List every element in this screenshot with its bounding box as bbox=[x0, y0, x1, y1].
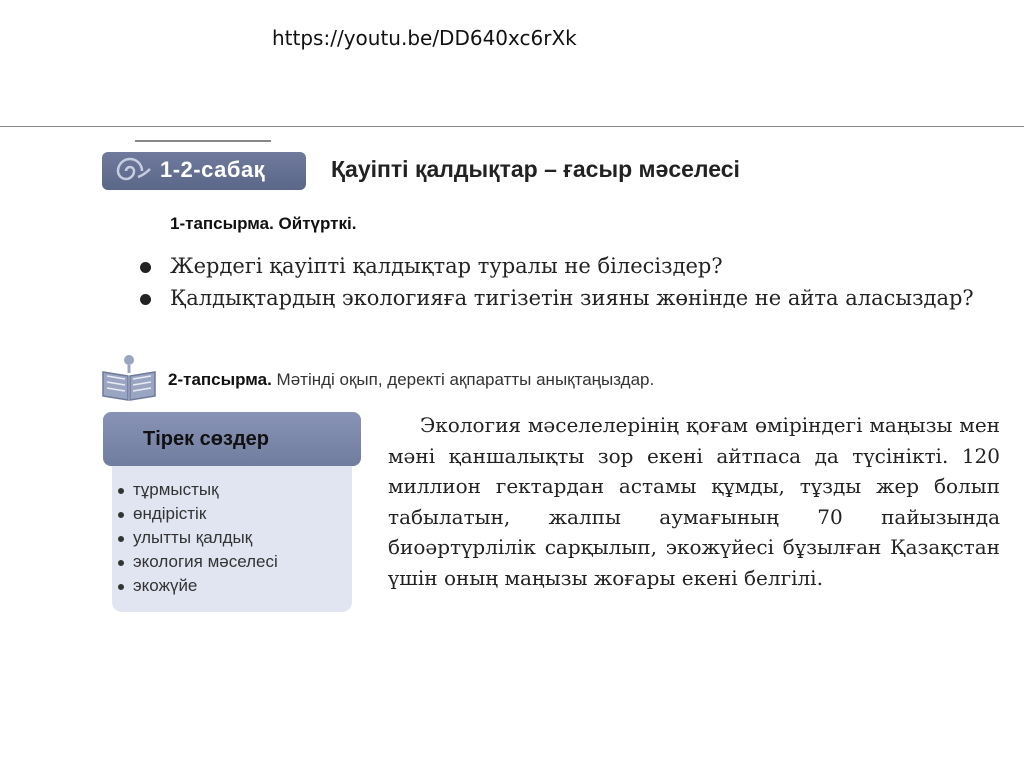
keywords-title: Тірек сөздер bbox=[143, 428, 269, 450]
keyword-item: экология мәселесі bbox=[116, 550, 278, 574]
lesson-badge bbox=[102, 152, 306, 190]
keyword-item: тұрмыстық bbox=[116, 478, 278, 502]
list-item bbox=[138, 282, 1008, 314]
bullet-icon bbox=[140, 294, 151, 305]
task1-text: Ойтүрткі. bbox=[273, 214, 357, 233]
list-item bbox=[138, 250, 1008, 282]
task1-label: 1-тапсырма. bbox=[170, 214, 274, 233]
video-url[interactable]: https://youtu.be/DD640xc6rXk bbox=[272, 26, 577, 50]
open-book-icon bbox=[101, 352, 157, 402]
keyword-item: экожүйе bbox=[116, 574, 278, 598]
question-text: Жердегі қауіпті қалдықтар туралы не білесіздер? bbox=[170, 254, 723, 278]
keyword-item: өндірістік bbox=[116, 502, 278, 526]
bullet-icon bbox=[140, 262, 151, 273]
task2-label: 2-тапсырма. bbox=[168, 370, 272, 389]
task2-heading bbox=[168, 370, 654, 390]
keyword-item: улытты қалдық bbox=[116, 526, 278, 550]
lesson-title: Қауіпті қалдықтар – ғасыр мәселесі bbox=[331, 156, 740, 182]
keywords-list bbox=[116, 478, 278, 598]
reading-paragraph: Экология мәселелерінің қоғам өміріндегі маңызы мен мәні қаншалықты зор екені айтпаса да түсінікті. 120 миллион гектардан астамы құмды, тұзды жер болып табылатын, жалпы аумағының 70 пайызында биоәртүрлілік сарқылып, экожүйесі бұзылған Қазақстан үшін оның маңызы жоғары екені белгілі. bbox=[388, 413, 1000, 590]
swirl-ornament-icon bbox=[108, 157, 152, 185]
keywords-header bbox=[103, 412, 361, 466]
header-divider bbox=[0, 126, 1024, 127]
lesson-number: 1-2-сабақ bbox=[160, 157, 266, 182]
question-text: Қалдықтардың экологияға тигізетін зияны жөнінде не айта аласыздар? bbox=[170, 286, 974, 310]
task1-heading bbox=[170, 214, 356, 234]
task2-text: Мәтінді оқып, деректі ақпаратты анықтаңыздар. bbox=[271, 370, 655, 389]
question-list bbox=[138, 250, 1008, 314]
